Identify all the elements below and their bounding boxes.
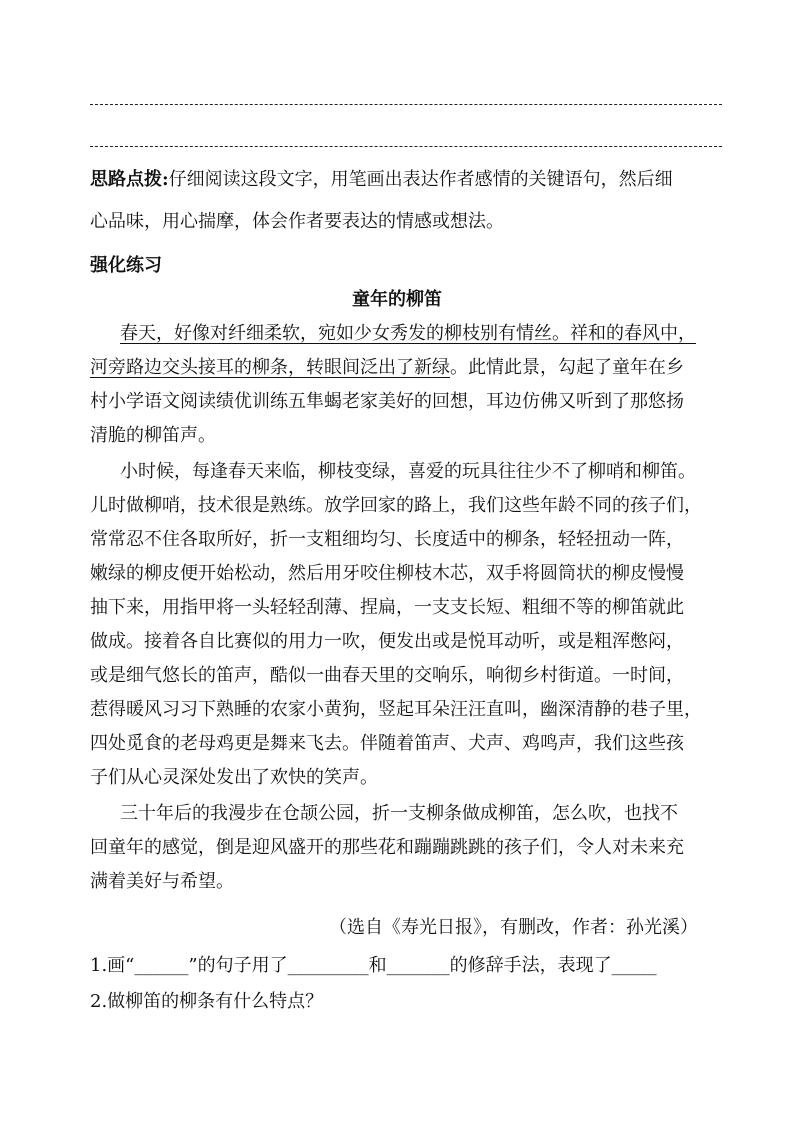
- paragraph-2-line: 嫩绿的柳皮便开始松动，然后用牙咬住柳枝木芯，双手将圆筒状的柳皮慢慢: [90, 563, 684, 584]
- paragraph-2-line: 儿时做柳哨，技术很是熟练。放学回家的路上，我们这些年龄不同的孩子们，: [90, 495, 702, 516]
- answer-line: [90, 104, 722, 105]
- paragraph-1-line: 清脆的柳笛声。: [90, 425, 216, 446]
- paragraph-3-line: 满着美好与希望。: [90, 871, 234, 892]
- paragraph-3-line: 回童年的感觉，倒是迎风盛开的那些花和蹦蹦跳跳的孩子们，令人对未来充: [90, 837, 684, 858]
- article-title: 童年的柳笛: [352, 289, 442, 310]
- paragraph-2-line: 常常忍不住各取所好，折一支粗细均匀、长度适中的柳条，轻轻扭动一阵，: [90, 529, 684, 550]
- paragraph-2-line: 子们从心灵深处发出了欢快的笑声。: [90, 767, 378, 788]
- paragraph-1-line: 河旁路边交头接耳的柳条，转眼间泛出了新绿。此情此景，勾起了童年在乡: [90, 357, 684, 378]
- paragraph-2-line: 做成。接着各自比赛似的用力一吹，便发出或是悦耳动听，或是粗浑憋闷，: [90, 631, 684, 652]
- paragraph-2-line: 抽下来，用指甲将一头轻轻刮薄、捏扁，一支支长短、粗细不等的柳笛就此: [90, 597, 684, 618]
- paragraph-2-line: 惹得暖风习习下熟睡的农家小黄狗，竖起耳朵汪汪直叫，幽深清静的巷子里，: [90, 699, 702, 720]
- tip-text: 心品味，用心揣摩，体会作者要表达的情感或想法。: [90, 211, 504, 232]
- paragraph-2-line: 小时候，每逢春天来临，柳枝变绿，喜爱的玩具往往少不了柳哨和柳笛。: [120, 461, 696, 482]
- tip-line-1: [90, 164, 710, 196]
- tip-line-2: [90, 206, 710, 238]
- paragraph-1-line: 村小学语文阅读绩优训练五隼蝎老家美好的回想，耳边仿佛又听到了那悠扬: [90, 391, 684, 412]
- question-1: 1.画“______”的句子用了_________和_______的修辞手法，表现了_____: [90, 955, 657, 976]
- paragraph-2-line: 四处觅食的老母鸡更是舞来飞去。伴随着笛声、犬声、鸡鸣声，我们这些孩: [90, 733, 684, 754]
- answer-line: [90, 146, 722, 147]
- tip-text: 仔细阅读这段文字，用笔画出表达作者感情的关键语句，然后细: [168, 169, 673, 190]
- paragraph-2-line: 或是细气悠长的笛声，酷似一曲春天里的交响乐，响彻乡村街道。一时间，: [90, 665, 684, 686]
- paragraph-1-line: 春天，好像对纤细柔软，宛如少女秀发的柳枝别有情丝。祥和的春风中，: [120, 323, 696, 344]
- question-2: 2.做柳笛的柳条有什么特点？: [90, 991, 324, 1012]
- paragraph-3-line: 三十年后的我漫步在仓颉公园，折一支柳条做成柳笛，怎么吹，也找不: [120, 803, 678, 824]
- article-source: （选自《寿光日报》，有删改，作者：孙光溪）: [329, 917, 698, 938]
- tip-label: 思路点拨:: [90, 169, 169, 190]
- section-heading: 强化练习: [90, 255, 162, 276]
